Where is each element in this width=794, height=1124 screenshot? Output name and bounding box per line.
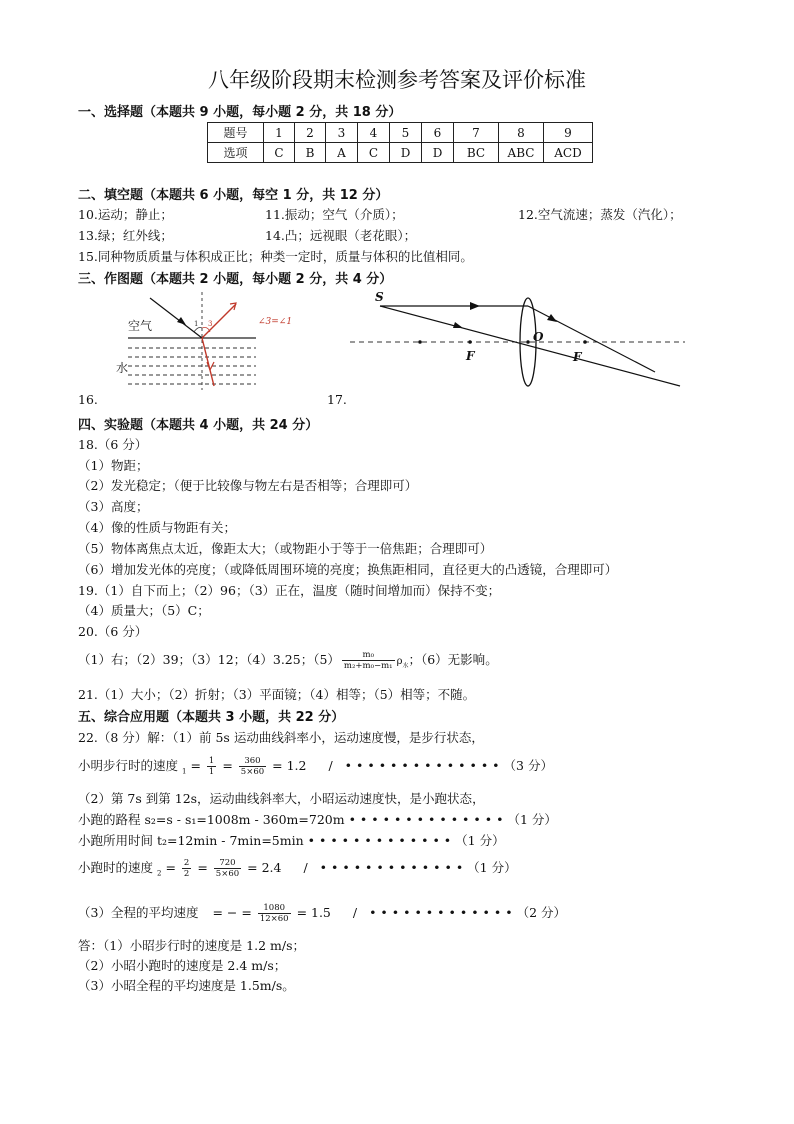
table-cell: ABC	[499, 143, 544, 163]
figure-label-17: 17.	[327, 392, 347, 407]
walk-fraction-1: $\frac{1}{1}$	[208, 756, 215, 777]
q20-answer-tail: ；（6）无影响。	[408, 652, 498, 667]
figure-label-16: 16.	[78, 392, 98, 407]
table-cell: B	[295, 143, 326, 163]
final-answer-3: （3）小昭全程的平均速度是 1.5m/s。	[78, 978, 295, 993]
answer-q15: 15.同种物质质量与体积成正比；种类一定时，质量与体积的比值相同。	[78, 249, 473, 264]
run-time-dots: • • • • • • • • • • • • •	[307, 833, 452, 848]
lens-diagram	[345, 288, 690, 398]
q19-answer-a: 19.（1）自下而上；（2）96；（3）正在，温度（随时间增加而）保持不变；	[78, 583, 501, 598]
q18-answer-2: （2）发光稳定；（便于比较像与物左右是否相等；合理即可）	[78, 478, 418, 493]
density-fraction: $\frac{\text{m₀}}{\text{m₂+m₀−m₁}}$	[343, 650, 393, 671]
walk-result: = 1.2	[272, 758, 307, 773]
rho-subscript: 水	[402, 662, 409, 670]
lens-label-s: S	[375, 290, 384, 304]
answer-q12: 12.空气流速；蒸发（汽化）；	[518, 207, 682, 222]
run-unit: /	[303, 860, 308, 875]
table-cell: ACD	[544, 143, 593, 163]
section-heading-experiment: 四、实验题（本题共 4 小题，共 24 分）	[78, 418, 319, 433]
q22-part2: （2）第 7s 到第 12s，运动曲线斜率大，小昭运动速度快，是小跑状态，	[78, 791, 485, 806]
page-title: 八年级阶段期末检测参考答案及评价标准	[208, 68, 586, 92]
table-cell: 9	[544, 123, 593, 143]
section-heading-comprehensive: 五、综合应用题（本题共 3 小题，共 22 分）	[78, 710, 345, 725]
table-cell: BC	[454, 143, 499, 163]
avg-speed-label: （3）全程的平均速度	[78, 905, 199, 920]
table-header-cell: 题号	[208, 123, 264, 143]
lens-label-o: O	[533, 330, 544, 344]
answer-q14: 14.凸；远视眼（老花眼）；	[265, 228, 417, 243]
table-cell: 8	[499, 123, 544, 143]
table-row	[208, 143, 593, 163]
answer-q13: 13.绿；红外线；	[78, 228, 173, 243]
water-label: 水	[116, 361, 129, 375]
run-speed-line: 小跑时的速度 $_2$ = $\frac{2}{2}$ = $\frac{720}{5\times 60}$ = 2.4 / • • • • • • • • • • • • • （1 分）	[78, 858, 517, 879]
run-time: 小跑所用时间 t₂=12min - 7min=5min	[78, 833, 304, 848]
table-cell: 6	[422, 123, 454, 143]
lens-label-f-left: F	[466, 349, 475, 363]
air-label: 空气	[128, 319, 153, 333]
svg-text:1: 1	[194, 320, 199, 328]
walk-dots: • • • • • • • • • • • • • •	[344, 758, 500, 773]
avg-score: （2 分）	[516, 905, 567, 920]
walk-score: （3 分）	[503, 758, 553, 773]
run-path-dots: • • • • • • • • • • • • • •	[348, 812, 504, 827]
q18-heading: 18.（6 分）	[78, 437, 148, 452]
run-score: （1 分）	[467, 860, 517, 875]
handwritten-angle-note: ∠3=∠1	[258, 317, 293, 327]
run-path: 小跑的路程 s₂=s - s₁=1008m - 360m=720m	[78, 812, 345, 827]
q20-answer	[78, 650, 498, 671]
answer-table	[207, 122, 593, 163]
table-cell: A	[326, 143, 358, 163]
rho-symbol: ρ	[396, 656, 403, 667]
final-answer-2: （2）小昭小跑时的速度是 2.4 m/s；	[78, 958, 287, 973]
walk-speed-label: 小明步行时的速度	[78, 758, 179, 773]
walk-speed-sub: 1	[182, 767, 187, 776]
table-cell: 1	[264, 123, 295, 143]
run-result: = 2.4	[247, 860, 282, 875]
q18-answer-1: （1）物距；	[78, 458, 149, 473]
table-cell: 2	[295, 123, 326, 143]
section-heading-fill: 二、填空题（本题共 6 小题，每空 1 分，共 12 分）	[78, 188, 389, 203]
walk-unit: /	[328, 758, 333, 773]
q20-heading: 20.（6 分）	[78, 624, 148, 639]
walk-fraction-2: $\frac{360}{5\times 60}$	[240, 756, 265, 777]
svg-text:3: 3	[208, 320, 213, 328]
run-fraction-2: $\frac{720}{5\times 60}$	[215, 858, 240, 879]
answer-q10: 10.运动；静止；	[78, 207, 173, 222]
q22-intro: 22.（8 分）解：（1）前 5s 运动曲线斜率小，运动速度慢，是步行状态，	[78, 730, 484, 745]
table-header-cell: 选项	[208, 143, 264, 163]
table-cell: C	[358, 143, 390, 163]
q18-answer-4: （4）像的性质与物距有关；	[78, 520, 236, 535]
q18-answer-5: （5）物体离焦点太近，像距太大；（或物距小于等于一倍焦距；合理即可）	[78, 541, 493, 556]
avg-result: = 1.5	[296, 905, 331, 920]
avg-dots: • • • • • • • • • • • • •	[369, 905, 513, 920]
table-cell: 3	[326, 123, 358, 143]
q19-answer-b: （4）质量大；（5）C；	[78, 603, 210, 618]
run-dots: • • • • • • • • • • • • •	[319, 860, 464, 875]
avg-fraction: $\frac{1080}{12\times 60}$	[259, 903, 289, 924]
table-cell: 7	[454, 123, 499, 143]
walk-speed-line: 小明步行时的速度 $_1$ = $\frac{1}{1}$ = $\frac{360}{5\times 60}$ = 1.2 / • • • • • • • • • • • • • • （3 分）	[78, 756, 553, 777]
q18-answer-6: （6）增加发光体的亮度；（或降低周围环境的亮度；换焦距相同，直径更大的凸透镜，合理即可）	[78, 562, 618, 577]
table-cell: 4	[358, 123, 390, 143]
section-heading-choice: 一、选择题（本题共 9 小题，每小题 2 分，共 18 分）	[78, 105, 402, 120]
run-time-score: （1 分）	[455, 833, 505, 848]
run-fraction-1: $\frac{2}{2}$	[183, 858, 190, 879]
q21-answer: 21.（1）大小；（2）折射；（3）平面镜；（4）相等；（5）相等；不随。	[78, 687, 476, 702]
answer-q11: 11.振动；空气（介质）；	[265, 207, 404, 222]
table-cell: C	[264, 143, 295, 163]
run-time-line	[78, 831, 505, 849]
final-answer-1: 答：（1）小昭步行时的速度是 1.2 m/s；	[78, 938, 306, 953]
table-row	[208, 123, 593, 143]
avg-eq: = − =	[212, 905, 252, 920]
refraction-diagram	[110, 290, 300, 398]
table-cell: D	[390, 143, 422, 163]
run-speed-label: 小跑时的速度	[78, 860, 154, 875]
run-path-score: （1 分）	[507, 812, 557, 827]
table-cell: 5	[390, 123, 422, 143]
q20-answer-text: （1）右；（2）39；（3）12；（4）3.25；（5）	[78, 652, 340, 667]
avg-unit: /	[352, 905, 358, 920]
run-speed-sub: 2	[157, 869, 162, 878]
table-cell: D	[422, 143, 454, 163]
q18-answer-3: （3）高度；	[78, 499, 149, 514]
run-path-line	[78, 810, 557, 828]
lens-label-f-right: F	[573, 350, 582, 364]
section-heading-drawing: 三、作图题（本题共 2 小题，每小题 2 分，共 4 分）	[78, 272, 393, 287]
avg-speed-line	[78, 903, 566, 924]
